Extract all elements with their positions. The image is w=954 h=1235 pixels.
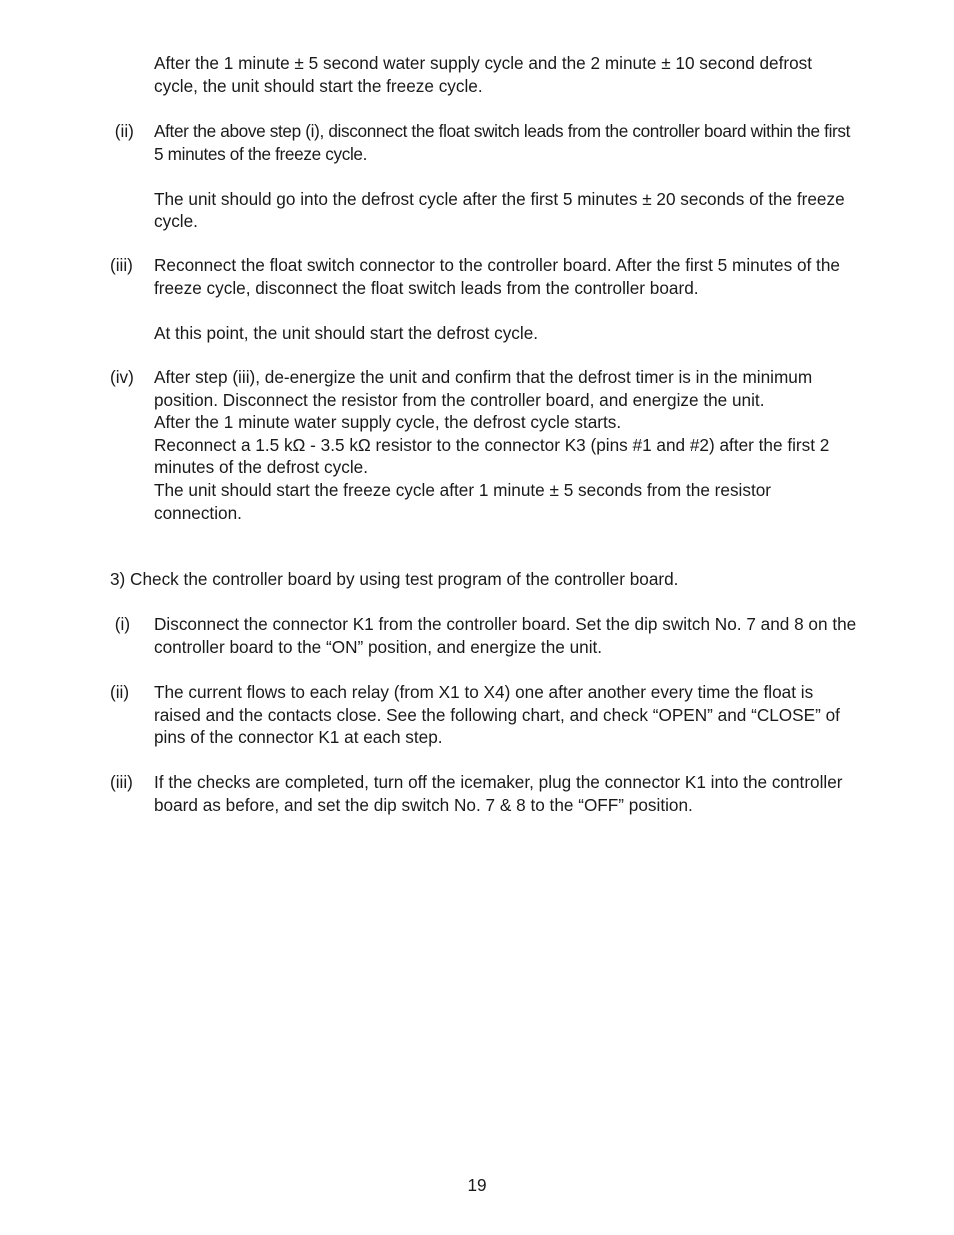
step-text: After the above step (i), disconnect the float switch leads from the controller board within the first 5 minutes of the freeze cycle. (154, 121, 851, 164)
list-item-test-i (110, 613, 860, 658)
list-item-step-ii (110, 120, 860, 233)
step-text: Reconnect the float switch connector to the controller board. After the first 5 minutes of the freeze cycle, disconnect the float switch leads from the controller board. (154, 255, 840, 298)
step-line: Reconnect a 1.5 kΩ - 3.5 kΩ resistor to the connector K3 (pins #1 and #2) after the first 2 minutes of the defrost cycle. (154, 434, 830, 478)
section-heading: 3) Check the controller board by using test program of the controller board. (110, 569, 679, 589)
list-marker: (i) (110, 614, 131, 634)
step-text: Disconnect the connector K1 from the controller board. Set the dip switch No. 7 and 8 on the controller board to the “ON” position, and energize the unit. (154, 614, 857, 657)
page-number: 19 (467, 1175, 487, 1195)
step-line: After the 1 minute water supply cycle, the defrost cycle starts. (154, 412, 622, 433)
list-marker: (iii) (110, 772, 133, 792)
step-line: After step (iii), de-energize the unit and confirm that the defrost timer is in the minimum position. Disconnect the resistor from the controller board, and energize the unit. (154, 367, 813, 410)
step-line: The unit should start the freeze cycle after 1 minute ± 5 seconds from the resistor connection. (154, 479, 772, 523)
step-note: At this point, the unit should start the defrost cycle. (154, 322, 539, 343)
list-marker: (iii) (110, 255, 133, 275)
list-marker: (ii) (110, 682, 130, 702)
list-item-step-iv (110, 366, 860, 524)
list-item-test-ii (110, 681, 860, 749)
step-text: If the checks are completed, turn off the icemaker, plug the connector K1 into the controller board as before, and set the dip switch No. 7 & 8 to the “OFF” position. (154, 772, 843, 815)
list-marker: (iv) (110, 367, 134, 387)
step-note: The unit should go into the defrost cycle after the first 5 minutes ± 20 seconds of the freeze cycle. (154, 188, 845, 232)
list-marker: (ii) (110, 121, 134, 141)
step-text: The current flows to each relay (from X1 to X4) one after another every time the float is raised and the contacts close. See the following chart, and check “OPEN” and “CLOSE” of pins of the connector K1 at each step. (154, 682, 840, 748)
list-item-test-iii (110, 771, 860, 816)
intro-paragraph: After the 1 minute ± 5 second water supply cycle and the 2 minute ± 10 second defrost cycle, the unit should start the freeze cycle. (154, 53, 813, 96)
list-item-step-iii (110, 254, 860, 344)
